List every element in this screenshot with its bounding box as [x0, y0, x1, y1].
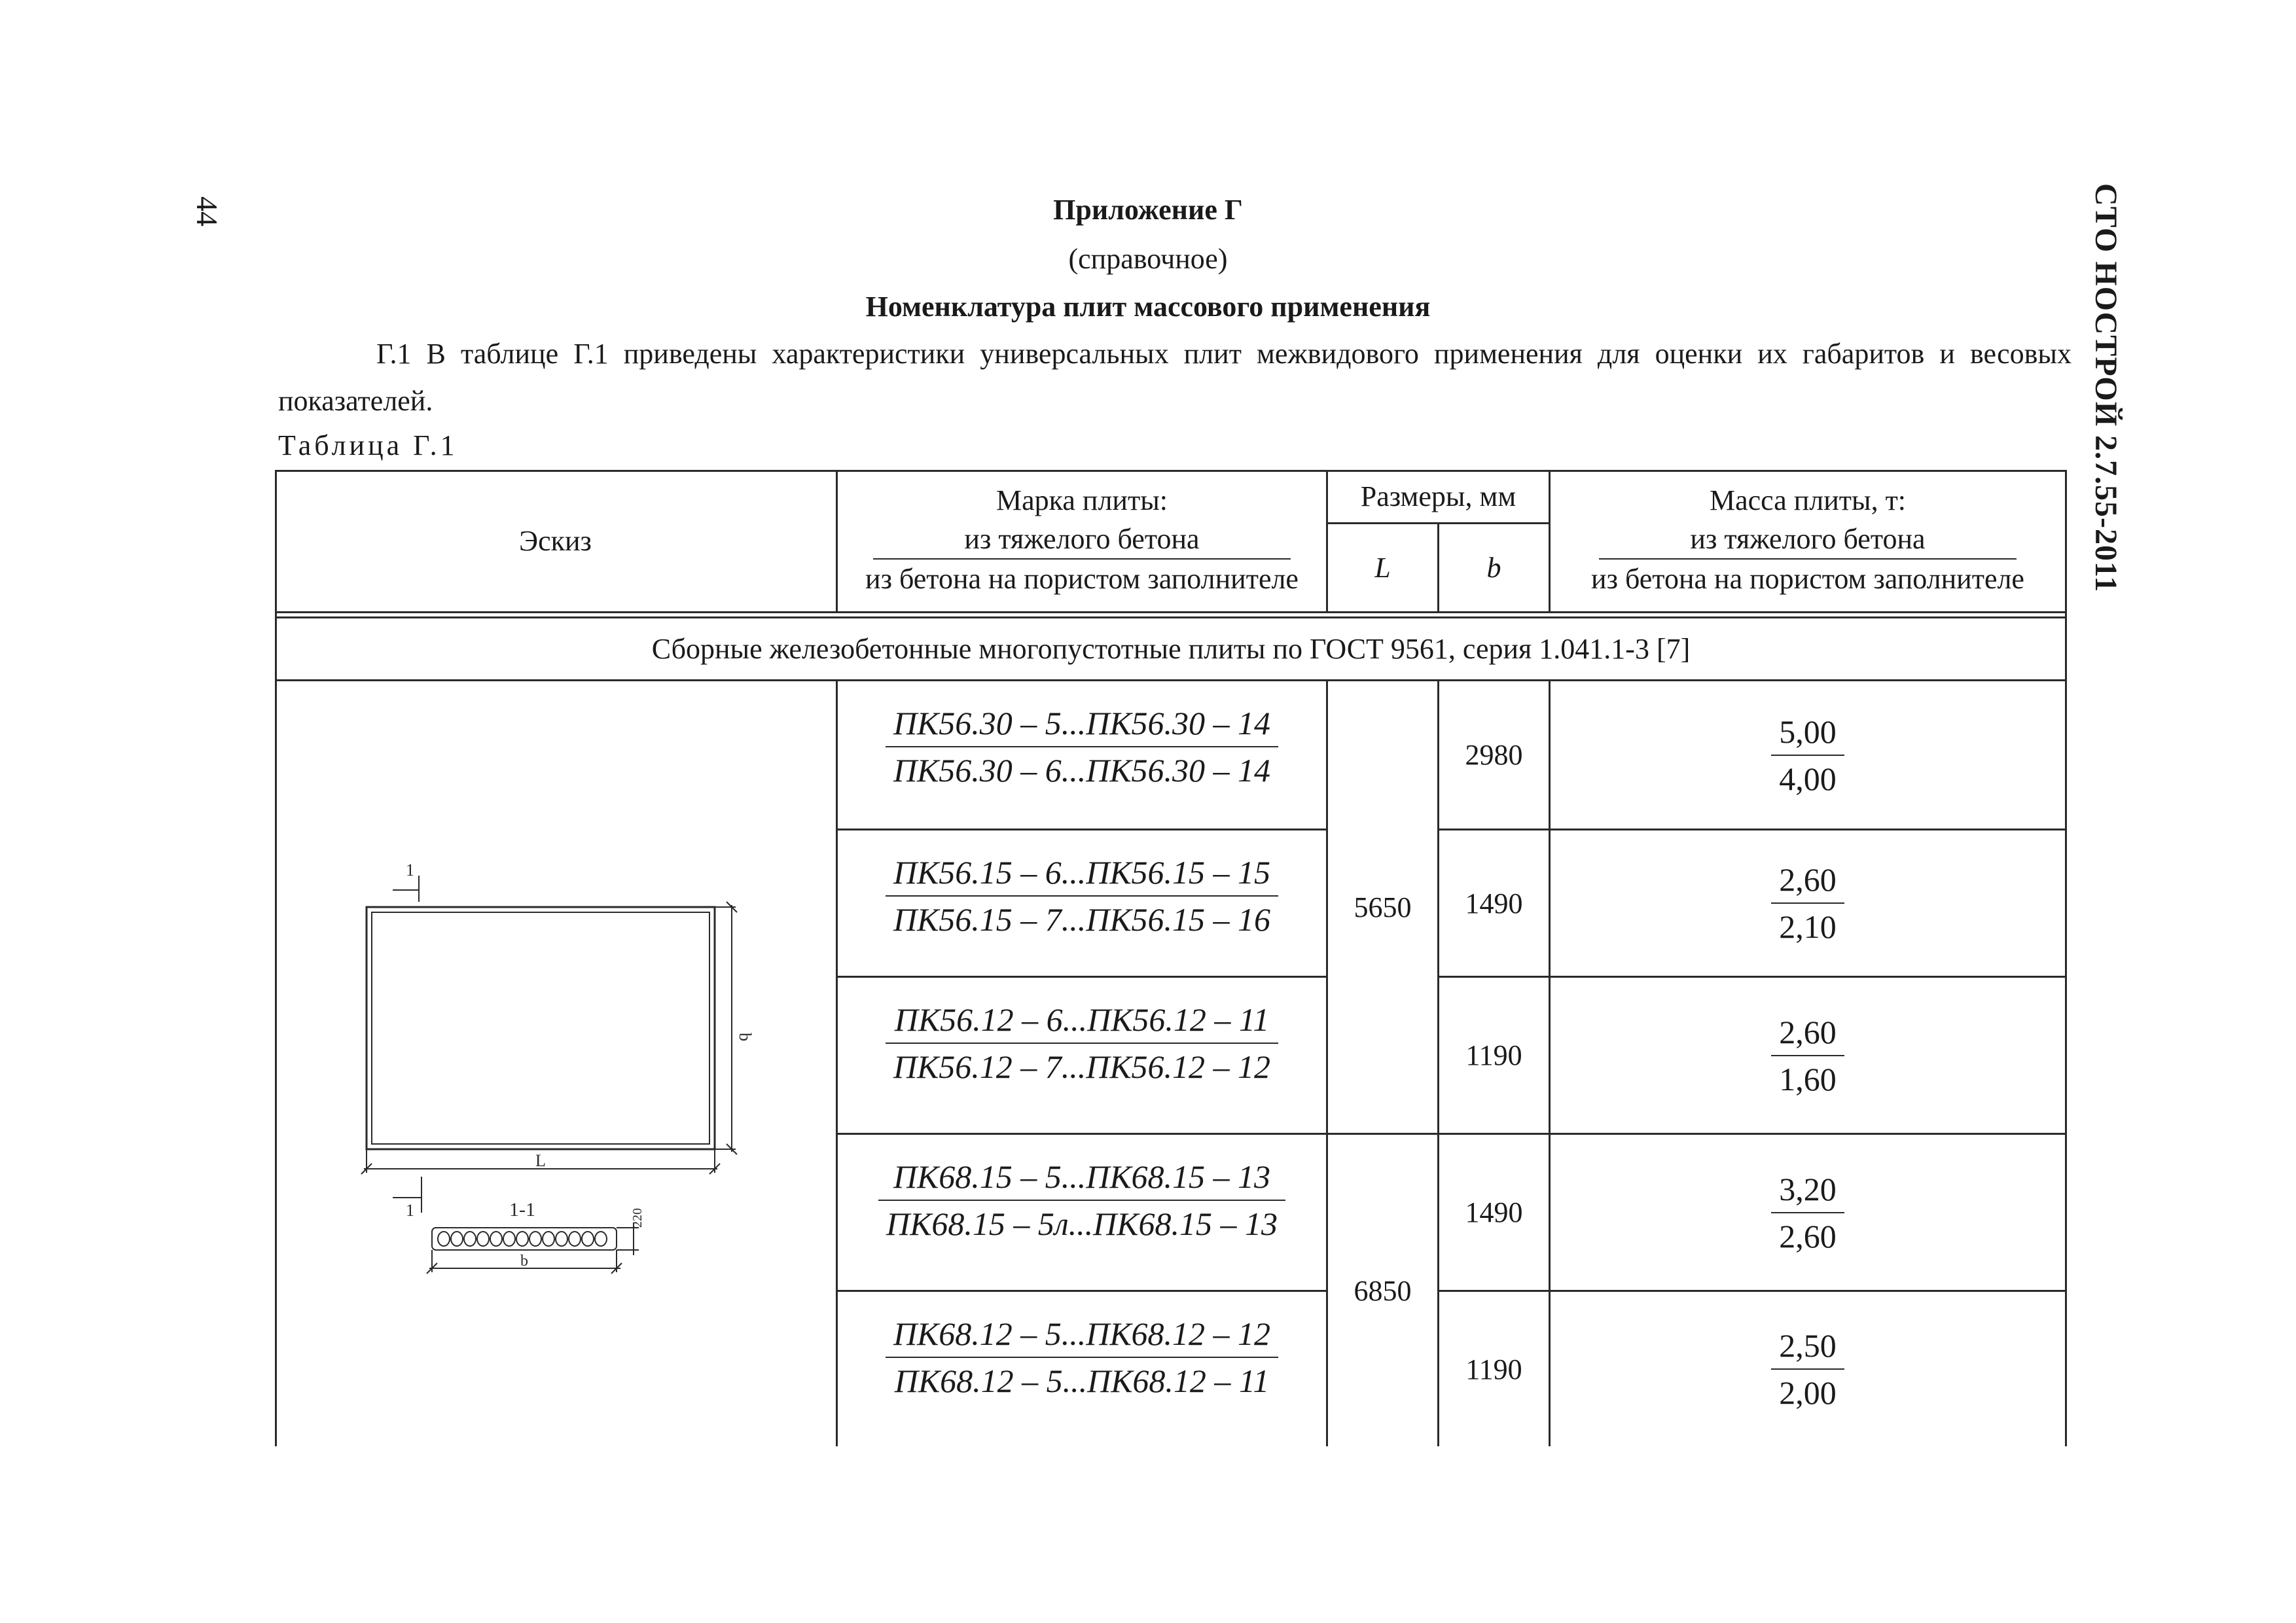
- row-5-mark-heavy: ПК68.12 – 5...ПК68.12 – 12: [893, 1315, 1271, 1352]
- table-caption: Таблица Г.1: [278, 429, 458, 461]
- intro-paragraph: Г.1 В таблице Г.1 приведены характеристики универсальных плит межвидового применения для оценки их габаритов и весовых показателей.: [278, 338, 2072, 417]
- row-1-mass: [1551, 681, 2065, 829]
- row-3-mark: [838, 978, 1326, 1109]
- row-3-b: 1190: [1465, 1039, 1522, 1071]
- header-mark-fraction: [860, 520, 1304, 598]
- header-dim-L: L: [1374, 552, 1391, 584]
- section-voids: [438, 1232, 607, 1246]
- group-L-5650: 5650: [1354, 891, 1412, 923]
- header-mass-title: Масса плиты, т:: [1709, 484, 1907, 516]
- row-4-mass: [1551, 1135, 2065, 1290]
- header-mass: [1551, 470, 2065, 611]
- header-mark: [838, 470, 1326, 611]
- appendix-type: (справочное): [1068, 243, 1228, 275]
- row-3-mark-heavy: ПК56.12 – 6...ПК56.12 – 11: [894, 1001, 1270, 1038]
- row-5-mass: [1551, 1292, 2065, 1446]
- row-3-mass: [1551, 978, 2065, 1133]
- row-5-mass-porous: 2,00: [1779, 1374, 1837, 1411]
- plate-sketch: [340, 836, 798, 1294]
- row-1-mass-porous: 4,00: [1779, 760, 1837, 797]
- row-4-mass-heavy: 3,20: [1779, 1170, 1837, 1207]
- row-4-mark-heavy: ПК68.15 – 5...ПК68.15 – 13: [893, 1158, 1271, 1195]
- sketch-thickness-label: 220: [630, 1208, 645, 1228]
- row-4-mass-porous: 2,60: [1779, 1217, 1837, 1255]
- header-mass-porous: из бетона на пористом заполнителе: [1591, 562, 2024, 595]
- section-title: Сборные железобетонные многопустотные плиты по ГОСТ 9561, серия 1.041.1-3 [7]: [651, 633, 1691, 665]
- row-5-b: 1190: [1465, 1353, 1522, 1385]
- row-1-mark: [838, 681, 1326, 812]
- header-mass-fraction: [1586, 520, 2030, 598]
- sketch-section-b-label: b: [520, 1253, 528, 1270]
- plate-table: [275, 470, 2067, 1446]
- sketch-section-label: 1-1: [509, 1199, 535, 1221]
- document-code: СТО НОСТРОЙ 2.7.55-2011: [2089, 183, 2123, 593]
- plate-inner-outline: [372, 912, 709, 1144]
- header-sketch: Эскиз: [519, 524, 592, 557]
- row-5-mass-heavy: 2,50: [1779, 1327, 1837, 1364]
- row-4-b: 1490: [1465, 1196, 1523, 1228]
- appendix-title: Приложение Г: [1053, 194, 1243, 226]
- row-4-mark-porous: ПК68.15 – 5л...ПК68.15 – 13: [886, 1205, 1278, 1242]
- header-mark-heavy: из тяжелого бетона: [964, 522, 1200, 555]
- row-2-mass-porous: 2,10: [1779, 908, 1837, 945]
- row-5-mark-porous: ПК68.12 – 5...ПК68.12 – 11: [894, 1363, 1270, 1399]
- row-2-mark-heavy: ПК56.15 – 6...ПК56.15 – 15: [893, 854, 1271, 891]
- header-dims: Размеры, мм: [1360, 480, 1516, 512]
- row-1-mark-porous: ПК56.30 – 6...ПК56.30 – 14: [893, 752, 1271, 789]
- header-mass-heavy: из тяжелого бетона: [1690, 522, 1926, 555]
- sketch-label-L: L: [535, 1151, 546, 1170]
- header-dim-b: b: [1486, 552, 1501, 584]
- appendix-heading: Номенклатура плит массового применения: [865, 291, 1431, 323]
- row-1-mark-heavy: ПК56.30 – 5...ПК56.30 – 14: [893, 705, 1271, 741]
- header-mark-porous: из бетона на пористом заполнителе: [865, 562, 1299, 595]
- row-4-mark: [838, 1135, 1326, 1266]
- section-outline: [432, 1228, 617, 1250]
- sketch-callout-bottom: 1: [406, 1201, 414, 1220]
- header-mark-title: Марка плиты:: [996, 484, 1168, 516]
- row-3-mark-porous: ПК56.12 – 7...ПК56.12 – 12: [893, 1048, 1271, 1085]
- group-L-6850: 6850: [1354, 1274, 1412, 1307]
- row-2-mass-heavy: 2,60: [1779, 861, 1837, 898]
- row-2-mass: [1551, 830, 2065, 976]
- sketch-label-b: b: [736, 1033, 755, 1041]
- page-number: 44: [190, 196, 224, 226]
- header-line-1: [275, 611, 2067, 613]
- row-1-b: 2980: [1465, 739, 1523, 771]
- row-1-mass-heavy: 5,00: [1779, 713, 1837, 750]
- row-5-mark: [838, 1292, 1326, 1423]
- sketch-callout-top: 1: [406, 861, 414, 880]
- plate-outline: [367, 907, 715, 1149]
- row-2-mark-porous: ПК56.15 – 7...ПК56.15 – 16: [893, 901, 1271, 938]
- row-3-mass-porous: 1,60: [1779, 1060, 1837, 1097]
- row-3-mass-heavy: 2,60: [1779, 1013, 1837, 1050]
- row-2-mark: [838, 830, 1326, 961]
- row-2-b: 1490: [1465, 887, 1523, 919]
